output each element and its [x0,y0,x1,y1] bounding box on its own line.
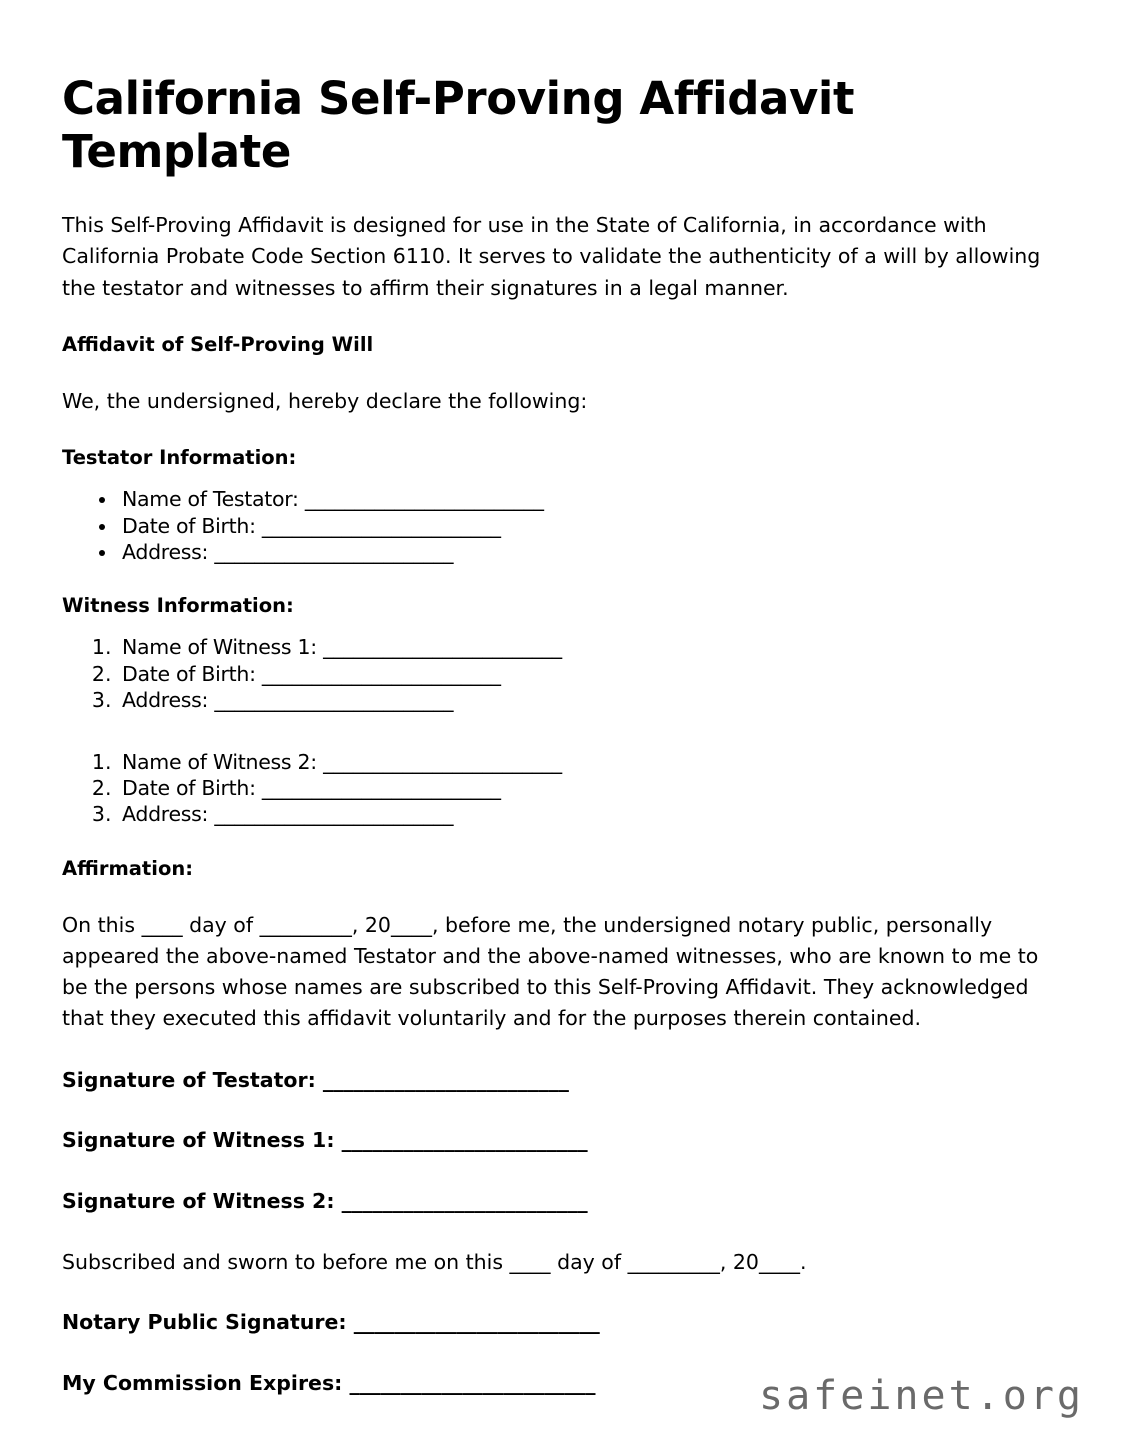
list-item [118,775,1062,801]
testator-signature-line: Signature of Testator: ________________________ [62,1067,569,1092]
witness-2-address-field: Address: ________________________ [122,802,454,827]
sworn-statement-line: Subscribed and sworn to before me on this ____ day of _________, 20____. [62,1249,807,1274]
witness-1-signature-line: Signature of Witness 1: ________________________ [62,1128,588,1153]
testator-name-field: Name of Testator: ________________________ [122,487,544,512]
page-title: California Self-Proving Affidavit Template [62,72,855,179]
witness-information-heading: Witness Information: [62,594,294,618]
list-item [118,687,1062,713]
witness-1-address-field: Address: ________________________ [122,687,454,712]
list-item [118,801,1062,827]
affidavit-heading: Affidavit of Self-Proving Will [62,332,374,356]
list-item [118,661,1062,687]
testator-information-heading: Testator Information: [62,446,297,470]
list-item [118,486,1062,512]
witness-2-dob-field: Date of Birth: ________________________ [122,776,501,801]
list-item [118,634,1062,660]
commission-expires-line: My Commission Expires: ________________________ [62,1371,596,1396]
notary-signature-line: Notary Public Signature: ________________________ [62,1310,600,1335]
witness-2-signature-line: Signature of Witness 2: ________________________ [62,1189,588,1214]
list-item [118,539,1062,565]
testator-address-field: Address: ________________________ [122,539,454,564]
affirmation-paragraph: On this ____ day of _________, 20____, before me, the undersigned notary public, personally appeared the above-named Testator and the above-named witnesses, who are known to me to be the persons whose names are subscribed to this Self-Proving Affidavit. They acknowledged that they executed this affidavit voluntarily and for the purposes therein contained. [62,912,1039,1031]
list-item [118,749,1062,775]
witness-2-list [62,749,1062,828]
witness-1-list [62,634,1062,713]
testator-information-list [62,486,1062,565]
affirmation-heading: Affirmation: [62,856,194,880]
witness-1-name-field: Name of Witness 1: ________________________ [122,635,562,660]
watermark: safeinet.org [759,1373,1084,1419]
declaration-paragraph: We, the undersigned, hereby declare the following: [62,388,588,413]
witness-2-name-field: Name of Witness 2: ________________________ [122,750,562,775]
testator-dob-field: Date of Birth: ________________________ [122,513,501,538]
intro-paragraph: This Self-Proving Affidavit is designed for use in the State of California, in accordance with California Probate Code Section 6110. It serves to validate the authenticity of a will by allowing the testator and witnesses to affirm their signatures in a legal manner. [62,213,1041,300]
witness-1-dob-field: Date of Birth: ________________________ [122,661,501,686]
list-item [118,513,1062,539]
